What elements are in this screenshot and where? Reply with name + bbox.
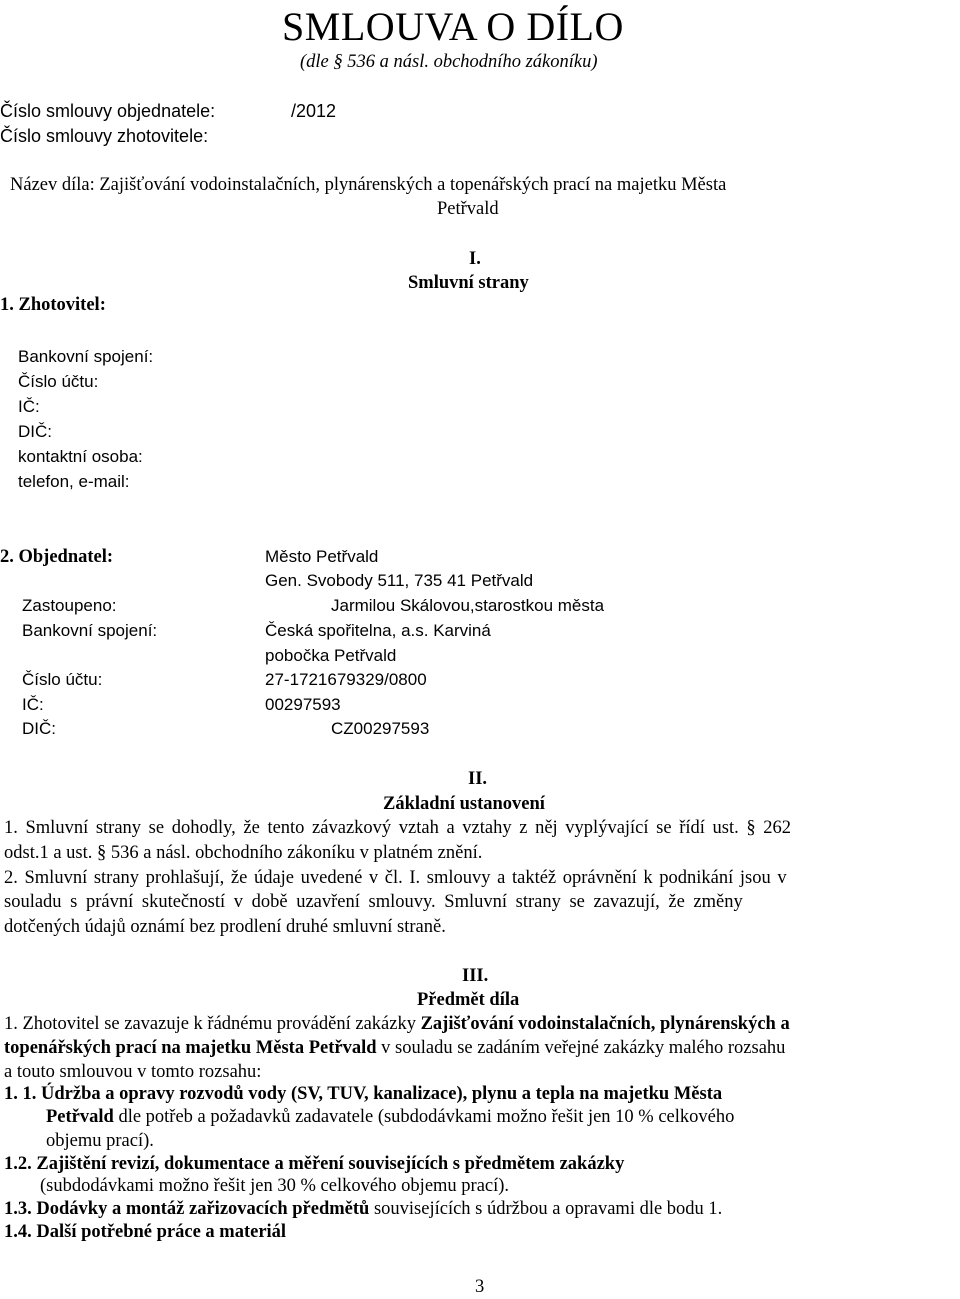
section2-p1-line2: odst.1 a ust. § 536 a násl. obchodního zákoníku v platném znění. bbox=[4, 843, 483, 863]
client-dic-label: DIČ: bbox=[22, 719, 56, 738]
item-1-2-line2: (subdodávkami možno řešit jen 30 % celkového objemu prací). bbox=[40, 1176, 510, 1196]
work-name-line2: Petřvald bbox=[437, 199, 499, 219]
client-account-value: 27-1721679329/0800 bbox=[265, 670, 427, 689]
client-ic-label: IČ: bbox=[22, 695, 44, 714]
contractor-contract-number-label: Číslo smlouvy zhotovitele: bbox=[0, 126, 209, 146]
item-1-2-line1: 1.2. Zajištění revizí, dokumentace a měření souvisejících s předmětem zakázky bbox=[4, 1154, 625, 1174]
work-name-line1: Název díla: Zajišťování vodoinstalačních, plynárenských a topenářských prací na majetku Města bbox=[10, 175, 727, 195]
client-contract-number-label: Číslo smlouvy objednatele: bbox=[0, 101, 216, 121]
client-represented-label: Zastoupeno: bbox=[22, 596, 117, 615]
item-1-1-line3: objemu prací). bbox=[46, 1131, 154, 1151]
section3-p1-work-name: Zajišťování vodoinstalačních, plynárenských a bbox=[420, 1014, 790, 1034]
contractor-contact-label: kontaktní osoba: bbox=[18, 447, 143, 466]
contractor-heading: 1. Zhotovitel: bbox=[0, 295, 106, 315]
document-title: SMLOUVA O DÍLO bbox=[282, 4, 624, 49]
section3-p1-line2 bbox=[4, 1037, 785, 1060]
section1-title: Smluvní strany bbox=[408, 273, 529, 293]
section2-p2-line2: souladu s právní skutečností v době uzavření smlouvy. Smluvní strany se zavazují, že změny bbox=[4, 892, 743, 912]
client-account-label: Číslo účtu: bbox=[22, 670, 103, 689]
client-name: Město Petřvald bbox=[265, 547, 379, 566]
section2-p2-line3: dotčených údajů oznámí bez prodlení druhé smluvní straně. bbox=[4, 917, 446, 937]
document-subtitle: (dle § 536 a násl. obchodního zákoníku) bbox=[300, 52, 598, 72]
section3-p1-line3: a touto smlouvou v tomto rozsahu: bbox=[4, 1062, 262, 1082]
client-bank-branch: pobočka Petřvald bbox=[265, 646, 397, 665]
contractor-ic-label: IČ: bbox=[18, 397, 40, 416]
contractor-account-label: Číslo účtu: bbox=[18, 372, 99, 391]
section2-title: Základní ustanovení bbox=[383, 794, 545, 814]
contractor-phone-email-label: telefon, e-mail: bbox=[18, 472, 130, 491]
section1-number: I. bbox=[469, 249, 481, 269]
section2-number: II. bbox=[468, 769, 488, 789]
section3-p1-line1 bbox=[4, 1013, 790, 1036]
client-ic-value: 00297593 bbox=[265, 695, 341, 714]
client-bank-value: Česká spořitelna, a.s. Karviná bbox=[265, 621, 491, 640]
item-1-3-title: 1.3. Dodávky a montáž zařizovacích předmětů bbox=[4, 1199, 370, 1219]
client-contract-number-value: /2012 bbox=[291, 101, 337, 121]
item-1-1-line2 bbox=[46, 1106, 734, 1129]
section3-number: III. bbox=[462, 966, 489, 986]
section3-p1-work-name-cont: topenářských prací na majetku Města Petřvald bbox=[4, 1038, 377, 1058]
item-1-4: 1.4. Další potřebné práce a materiál bbox=[4, 1222, 287, 1242]
item-1-1-text: dle potřeb a požadavků zadavatele (subdodávkami možno řešit jen 10 % celkového bbox=[113, 1107, 735, 1127]
section3-title: Předmět díla bbox=[417, 990, 520, 1010]
item-1-1-line1: 1. 1. Údržba a opravy rozvodů vody (SV, TUV, kanalizace), plynu a tepla na majetku Města bbox=[4, 1084, 723, 1104]
client-heading: 2. Objednatel: bbox=[0, 547, 114, 567]
client-dic-value: CZ00297593 bbox=[331, 719, 430, 738]
item-1-3-text: souvisejících s údržbou a opravami dle bodu 1. bbox=[369, 1199, 723, 1219]
item-1-3 bbox=[4, 1198, 722, 1221]
section2-p1-line1: 1. Smluvní strany se dohodly, že tento závazkový vztah a vztahy z něj vyplývající se řídí ust. § 262 bbox=[4, 818, 791, 838]
section3-p1-text-a: 1. Zhotovitel se zavazuje k řádnému provádění zakázky bbox=[4, 1014, 421, 1034]
contractor-dic-label: DIČ: bbox=[18, 422, 52, 441]
section2-p2-line1: 2. Smluvní strany prohlašují, že údaje uvedené v čl. I. smlouvy a taktéž oprávnění k podnikání jsou v bbox=[4, 868, 787, 888]
contractor-bank-label: Bankovní spojení: bbox=[18, 347, 154, 366]
section3-p1-text-d: v souladu se zadáním veřejné zakázky malého rozsahu bbox=[376, 1038, 786, 1058]
page-number: 3 bbox=[475, 1277, 485, 1297]
client-bank-label: Bankovní spojení: bbox=[22, 621, 158, 640]
client-address: Gen. Svobody 511, 735 41 Petřvald bbox=[265, 571, 534, 590]
item-1-1-city: Petřvald bbox=[46, 1107, 114, 1127]
client-represented-value: Jarmilou Skálovou,starostkou města bbox=[331, 596, 605, 615]
